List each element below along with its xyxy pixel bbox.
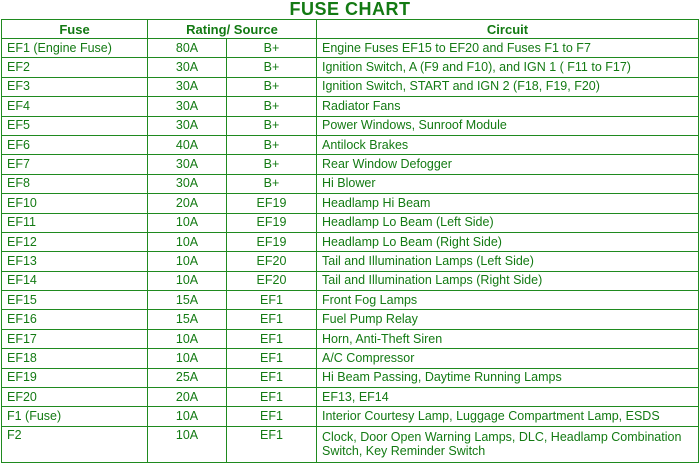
circuit-cell: EF13, EF14	[317, 388, 699, 407]
rating-cell: 30A	[148, 116, 227, 135]
circuit-cell: Ignition Switch, START and IGN 2 (F18, F19, F20)	[317, 77, 699, 96]
fuse-cell: EF4	[2, 97, 148, 116]
table-row	[2, 77, 699, 96]
fuse-cell: F2	[2, 426, 148, 462]
fuse-cell: EF1 (Engine Fuse)	[2, 39, 148, 58]
source-cell: B+	[227, 174, 317, 193]
fuse-cell: EF8	[2, 174, 148, 193]
source-cell: EF1	[227, 329, 317, 348]
table-row	[2, 116, 699, 135]
source-cell: EF19	[227, 213, 317, 232]
rating-cell: 30A	[148, 174, 227, 193]
source-cell: EF20	[227, 252, 317, 271]
source-cell: EF1	[227, 310, 317, 329]
source-cell: B+	[227, 39, 317, 58]
source-cell: EF20	[227, 271, 317, 290]
fuse-cell: EF11	[2, 213, 148, 232]
source-cell: EF1	[227, 349, 317, 368]
column-header-circuit: Circuit	[317, 20, 699, 39]
source-cell: EF1	[227, 388, 317, 407]
fuse-cell: EF12	[2, 232, 148, 251]
rating-cell: 30A	[148, 77, 227, 96]
source-cell: EF19	[227, 194, 317, 213]
circuit-cell: Horn, Anti-Theft Siren	[317, 329, 699, 348]
source-cell: EF1	[227, 407, 317, 426]
rating-cell: 10A	[148, 271, 227, 290]
circuit-cell: Rear Window Defogger	[317, 155, 699, 174]
fuse-cell: EF10	[2, 194, 148, 213]
fuse-cell: F1 (Fuse)	[2, 407, 148, 426]
fuse-cell: EF7	[2, 155, 148, 174]
fuse-cell: EF14	[2, 271, 148, 290]
table-row	[2, 58, 699, 77]
rating-cell: 30A	[148, 155, 227, 174]
fuse-cell: EF20	[2, 388, 148, 407]
fuse-cell: EF16	[2, 310, 148, 329]
table-row	[2, 155, 699, 174]
rating-cell: 10A	[148, 426, 227, 462]
circuit-cell: A/C Compressor	[317, 349, 699, 368]
fuse-cell: EF19	[2, 368, 148, 387]
rating-cell: 30A	[148, 97, 227, 116]
rating-cell: 10A	[148, 232, 227, 251]
page-title: FUSE CHART	[289, 0, 411, 19]
circuit-cell: Hi Beam Passing, Daytime Running Lamps	[317, 368, 699, 387]
rating-cell: 10A	[148, 407, 227, 426]
circuit-cell: Tail and Illumination Lamps (Left Side)	[317, 252, 699, 271]
rating-cell: 30A	[148, 58, 227, 77]
table-row	[2, 194, 699, 213]
source-cell: B+	[227, 155, 317, 174]
circuit-cell: Engine Fuses EF15 to EF20 and Fuses F1 to F7	[317, 39, 699, 58]
table-row	[2, 97, 699, 116]
circuit-cell: Antilock Brakes	[317, 135, 699, 154]
rating-cell: 10A	[148, 252, 227, 271]
column-header-rating-source: Rating/ Source	[148, 20, 317, 39]
rating-cell: 10A	[148, 213, 227, 232]
circuit-cell: Hi Blower	[317, 174, 699, 193]
rating-cell: 10A	[148, 349, 227, 368]
table-row	[2, 329, 699, 348]
fuse-cell: EF6	[2, 135, 148, 154]
fuse-table	[1, 19, 699, 463]
source-cell: EF19	[227, 232, 317, 251]
table-row	[2, 271, 699, 290]
table-row	[2, 135, 699, 154]
source-cell: EF1	[227, 291, 317, 310]
circuit-cell: Power Windows, Sunroof Module	[317, 116, 699, 135]
table-row	[2, 426, 699, 462]
column-header-fuse: Fuse	[2, 20, 148, 39]
fuse-cell: EF5	[2, 116, 148, 135]
circuit-cell: Headlamp Lo Beam (Right Side)	[317, 232, 699, 251]
fuse-cell: EF15	[2, 291, 148, 310]
source-cell: B+	[227, 58, 317, 77]
table-row	[2, 213, 699, 232]
circuit-cell: Headlamp Lo Beam (Left Side)	[317, 213, 699, 232]
circuit-cell: Interior Courtesy Lamp, Luggage Compartment Lamp, ESDS	[317, 407, 699, 426]
table-row	[2, 388, 699, 407]
circuit-cell: Headlamp Hi Beam	[317, 194, 699, 213]
rating-cell: 80A	[148, 39, 227, 58]
fuse-cell: EF17	[2, 329, 148, 348]
circuit-cell: Ignition Switch, A (F9 and F10), and IGN 1 ( F11 to F17)	[317, 58, 699, 77]
fuse-cell: EF3	[2, 77, 148, 96]
rating-cell: 40A	[148, 135, 227, 154]
source-cell: EF1	[227, 368, 317, 387]
table-row	[2, 232, 699, 251]
circuit-cell: Fuel Pump Relay	[317, 310, 699, 329]
source-cell: B+	[227, 97, 317, 116]
table-row	[2, 407, 699, 426]
fuse-cell: EF2	[2, 58, 148, 77]
rating-cell: 20A	[148, 388, 227, 407]
rating-cell: 15A	[148, 291, 227, 310]
circuit-cell: Clock, Door Open Warning Lamps, DLC, Headlamp Combination Switch, Key Reminder Switch	[317, 426, 699, 462]
source-cell: EF1	[227, 426, 317, 462]
table-row	[2, 310, 699, 329]
rating-cell: 20A	[148, 194, 227, 213]
table-row	[2, 252, 699, 271]
circuit-cell: Radiator Fans	[317, 97, 699, 116]
table-row	[2, 368, 699, 387]
rating-cell: 10A	[148, 329, 227, 348]
source-cell: B+	[227, 116, 317, 135]
circuit-cell: Tail and Illumination Lamps (Right Side)	[317, 271, 699, 290]
fuse-cell: EF18	[2, 349, 148, 368]
fuse-cell: EF13	[2, 252, 148, 271]
rating-cell: 15A	[148, 310, 227, 329]
rating-cell: 25A	[148, 368, 227, 387]
table-body	[2, 39, 699, 463]
table-row	[2, 349, 699, 368]
circuit-cell: Front Fog Lamps	[317, 291, 699, 310]
table-row	[2, 291, 699, 310]
table-row	[2, 39, 699, 58]
source-cell: B+	[227, 77, 317, 96]
table-header-row	[2, 20, 699, 39]
table-row	[2, 174, 699, 193]
source-cell: B+	[227, 135, 317, 154]
